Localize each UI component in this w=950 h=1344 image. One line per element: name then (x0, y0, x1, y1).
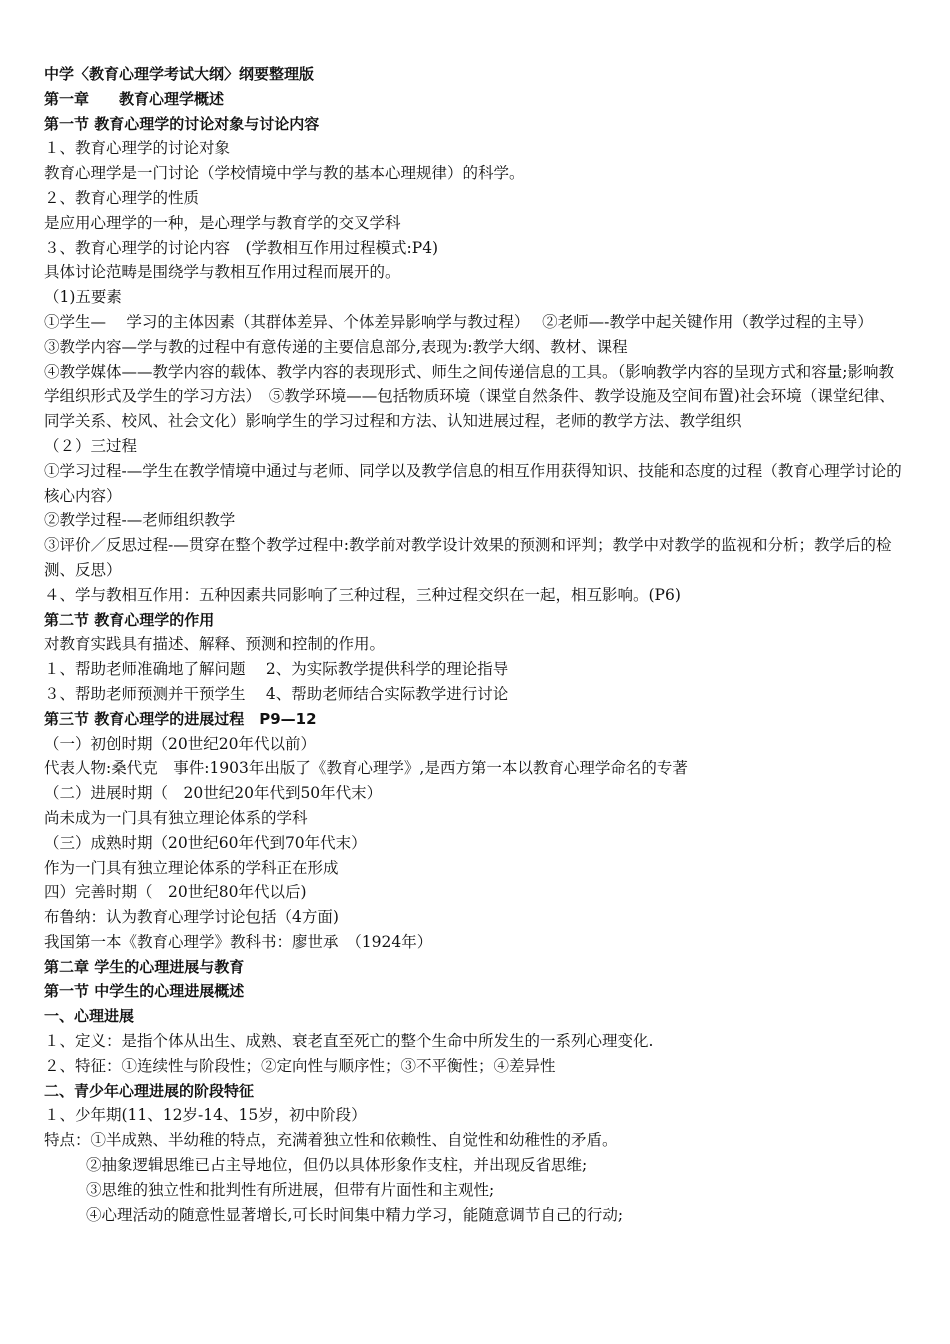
text-line: ４、学与教相互作用：五种因素共同影响了三种过程，三种过程交织在一起，相互影响。(P6) (44, 585, 681, 604)
text-line: （一）初创时期（20世纪20年代以前） (44, 734, 316, 753)
text-line: ２、特征：①连续性与阶段性；②定向性与顺序性；③不平衡性；④差异性 (44, 1056, 556, 1075)
text-line: 四）完善时期（ 20世纪80年代以后) (44, 883, 307, 902)
document-page (44, 62, 904, 1227)
text-line: 作为一门具有独立理论体系的学科正在形成 (44, 858, 339, 877)
text-line: ②教学过程-—老师组织教学 (44, 511, 236, 530)
text-line: ２、教育心理学的性质 (44, 188, 200, 207)
text-line: ④心理活动的随意性显著增长,可长时间集中精力学习，能随意调节自己的行动; (86, 1205, 624, 1224)
text-line: （二）进展时期（ 20世纪20年代到50年代末） (44, 784, 383, 803)
heading-line: 二、青少年心理进展的阶段特征 (44, 1081, 255, 1100)
text-line: １、教育心理学的讨论对象 (44, 139, 231, 158)
text-line: １、帮助老师准确地了解问题 2、为实际教学提供科学的理论指导 (44, 660, 509, 679)
heading-line: 中学〈教育心理学考试大纲〉纲要整理版 (44, 65, 315, 83)
text-line: ③评价／反思过程-—贯穿在整个教学过程中:教学前对教学设计效果的预测和评判；教学中对教学的监视和分析；教学后的检测、反思） (44, 536, 892, 579)
text-line: 代表人物:桑代克 事件:1903年出版了《教育心理学》,是西方第一本以教育心理学命名的专著 (44, 759, 688, 778)
text-line: ①学习过程-—学生在教学情境中通过与老师、同学以及教学信息的相互作用获得知识、技能和态度的过程（教育心理学讨论的核心内容） (44, 461, 902, 505)
text-line: （1)五要素 (44, 288, 122, 307)
heading-line: 一、心理进展 (44, 1007, 135, 1026)
heading-line: 第一章 教育心理学概述 (44, 89, 225, 108)
text-line: 是应用心理学的一种，是心理学与教育学的交叉学科 (44, 213, 401, 232)
text-line: 尚未成为一门具有独立理论体系的学科 (44, 808, 308, 827)
text-line: ④教学媒体——教学内容的载体、教学内容的表现形式、师生之间传递信息的工具。（影响教学内容的呈现方式和容量;影响教学组织形式及学生的学习方法） ⑤教学环境——包括物质环境（课堂自然条件、教学设施及空间布置)社会环境（课堂纪律、同学关系、校风、社会文化）影响学生的学习过程和方法、认知进展过程，老师的教学方法、教学组织 (44, 362, 895, 431)
text-line: （三）成熟时期（20世纪60年代到70年代末） (44, 833, 367, 852)
text-line: ③思维的独立性和批判性有所进展，但带有片面性和主观性; (86, 1180, 495, 1199)
text-line: 对教育实践具有描述、解释、预测和控制的作用。 (44, 635, 386, 654)
text-line: ③教学内容—学与教的过程中有意传递的主要信息部分,表现为:教学大纲、教材、课程 (44, 337, 628, 356)
heading-line: 第一节 教育心理学的讨论对象与讨论内容 (44, 114, 320, 133)
text-line: （２）三过程 (44, 436, 138, 455)
text-line: １、少年期(11、12岁-14、15岁，初中阶段） (44, 1106, 367, 1125)
text-line: 布鲁纳：认为教育心理学讨论包括（4方面) (44, 908, 339, 927)
heading-line: 第三节 教育心理学的进展过程 P9—12 (44, 709, 317, 728)
heading-line: 第二章 学生的心理进展与教育 (44, 957, 245, 976)
text-line: ①学生— 学习的主体因素（其群体差异、个体差异影响学与教过程） ②老师—-教学中起关键作用（教学过程的主导） (44, 312, 873, 331)
text-line: 我国第一本《教育心理学》教科书：廖世承 （1924年） (44, 932, 433, 951)
text-line: 教育心理学是一门讨论（学校情境中学与教的基本心理规律）的科学。 (44, 164, 525, 183)
text-line: ３、帮助老师预测并干预学生 4、帮助老师结合实际教学进行讨论 (44, 684, 509, 703)
text-line: ②抽象逻辑思维已占主导地位，但仍以具体形象作支柱，并出现反省思维; (86, 1156, 588, 1175)
heading-line: 第一节 中学生的心理进展概述 (44, 982, 245, 1001)
heading-line: 第二节 教育心理学的作用 (44, 610, 215, 629)
text-line: １、定义：是指个体从出生、成熟、衰老直至死亡的整个生命中所发生的一系列心理变化. (44, 1032, 654, 1051)
text-line: 具体讨论范畴是围绕学与教相互作用过程而展开的。 (44, 263, 401, 282)
text-line: ３、教育心理学的讨论内容 (学教相互作用过程模式:P4) (44, 238, 439, 257)
text-line: 特点：①半成熟、半幼稚的特点，充满着独立性和依赖性、自觉性和幼稚性的矛盾。 (44, 1131, 618, 1150)
